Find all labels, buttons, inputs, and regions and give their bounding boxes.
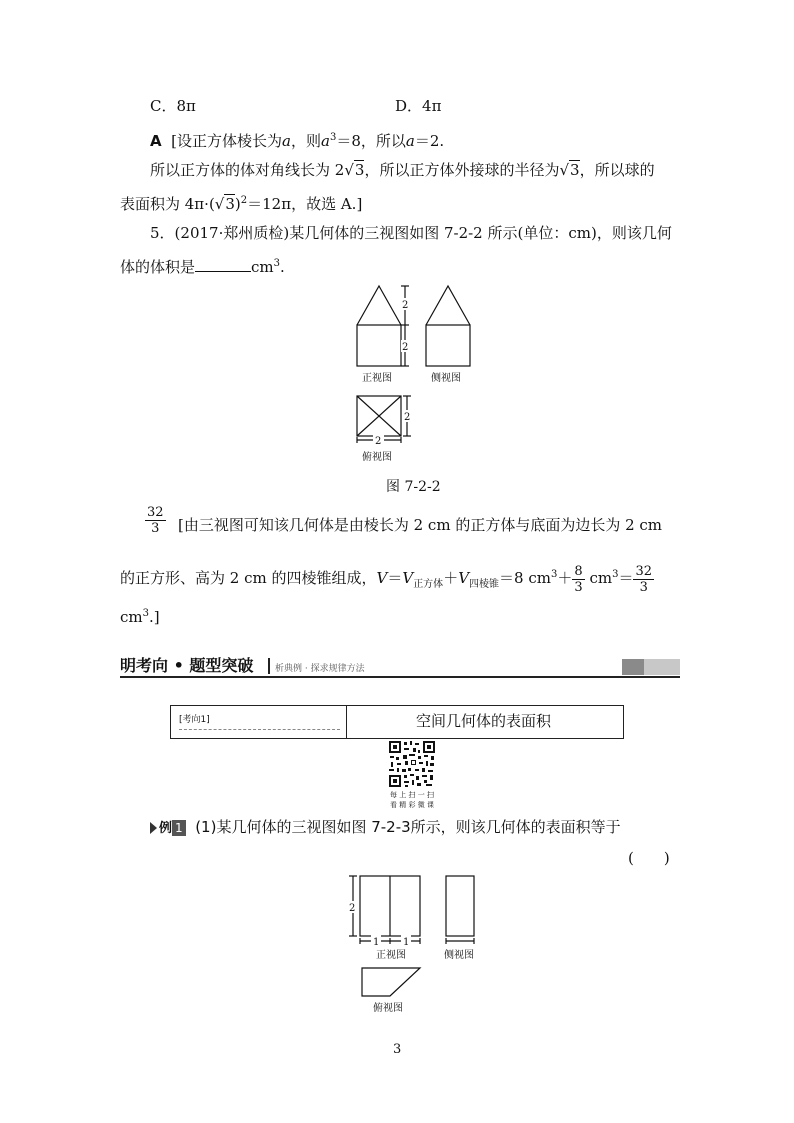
dim-w1-label: 1 bbox=[373, 937, 380, 948]
solution4-line3: 表面积为 $4\pi\cdot(√3)^2=12\pi$，故选 A.] bbox=[120, 195, 363, 213]
dim-top-label: 2 bbox=[402, 300, 409, 311]
example-badge: 1 bbox=[172, 820, 186, 836]
solution5-line1: [由三视图可知该几何体是由棱长为 2 cm 的正方体与底面为边长为 2 cm bbox=[178, 516, 663, 534]
problem5-line2: 体的体积是 $cm^3$. bbox=[120, 258, 285, 276]
answer-parentheses: ( ) bbox=[628, 849, 670, 867]
dim-mid-label: 2 bbox=[402, 342, 409, 353]
kaoxiang-tag-cell bbox=[171, 706, 347, 738]
top-view-label-2: 俯视图 bbox=[373, 1003, 403, 1014]
solution5-answer-fraction: $\frac{32}{3}$ bbox=[147, 505, 164, 536]
section-rule bbox=[120, 676, 680, 678]
dim-h-label: 2 bbox=[349, 903, 356, 914]
section-header bbox=[120, 656, 680, 678]
side-view-square bbox=[426, 325, 470, 366]
figure-7-2-2 bbox=[340, 280, 480, 470]
figure-caption: 图 7-2-2 bbox=[386, 479, 441, 495]
front-view-triangle bbox=[357, 286, 401, 325]
kaoxiang-table bbox=[170, 705, 624, 739]
option-c: C．8π bbox=[150, 97, 196, 115]
solution4-line1: A [设正方体棱长为a，则$a^3=8$，所以a＝2. bbox=[150, 132, 445, 150]
example-label: 例 bbox=[159, 821, 173, 836]
figure-7-2-3 bbox=[340, 868, 490, 1016]
front-view-square bbox=[357, 325, 401, 366]
dim-right-label: 2 bbox=[404, 412, 411, 423]
side-view-rect bbox=[446, 876, 474, 936]
side-view-label-2: 侧视图 bbox=[444, 950, 474, 961]
kaoxiang-tag: [考向1] bbox=[179, 715, 210, 725]
dim-w2-label: 1 bbox=[403, 937, 410, 948]
dim-bottom-label: 2 bbox=[375, 436, 382, 447]
section-title: 明考向 • 题型突破 bbox=[120, 656, 254, 675]
section-accent-dark bbox=[622, 659, 644, 675]
side-view-label: 侧视图 bbox=[431, 373, 461, 384]
side-view-triangle bbox=[426, 286, 470, 325]
answer-blank bbox=[195, 257, 251, 272]
qr-code[interactable] bbox=[388, 740, 436, 788]
top-view-trapezoid bbox=[362, 968, 420, 996]
solution5-line2: 的正方形、高为 2 cm 的四棱锥组成，$V=V_{正方体}+V_{四棱锥}=8$ $cm^3+$ $\frac{8}{3}$ $cm^3=$ $\frac{32}{3}$ bbox=[120, 563, 652, 595]
top-view-label: 俯视图 bbox=[362, 452, 392, 463]
section-subtitle: 析典例 · 探求规律方法 bbox=[275, 664, 365, 674]
page-number: 3 bbox=[393, 1042, 402, 1057]
solution5-line3: $cm^3$.] bbox=[120, 608, 160, 626]
example-arrow-icon bbox=[150, 822, 157, 834]
problem5-line1: 5．(2017·郑州质检)某几何体的三视图如图 7-2-2 所示(单位：cm)，则该几何 bbox=[150, 224, 672, 242]
option-d: D．4π bbox=[395, 97, 442, 115]
example1-line: 例 1 (1)某几何体的三视图如图 7-2-3所示，则该几何体的表面积等于 bbox=[150, 817, 621, 839]
section-accent-light bbox=[644, 659, 680, 675]
qr-caption: 每 上 扫 一 扫 看 精 彩 微 课 bbox=[390, 791, 434, 809]
kaoxiang-title: 空间几何体的表面积 bbox=[416, 712, 552, 730]
front-view-label: 正视图 bbox=[362, 373, 392, 384]
solution4-line2: 所以正方体的体对角线长为 2√3，所以正方体外接球的半径为√3，所以球的 bbox=[150, 161, 655, 179]
front-view-label-2: 正视图 bbox=[376, 950, 406, 961]
section-divider bbox=[268, 658, 270, 674]
